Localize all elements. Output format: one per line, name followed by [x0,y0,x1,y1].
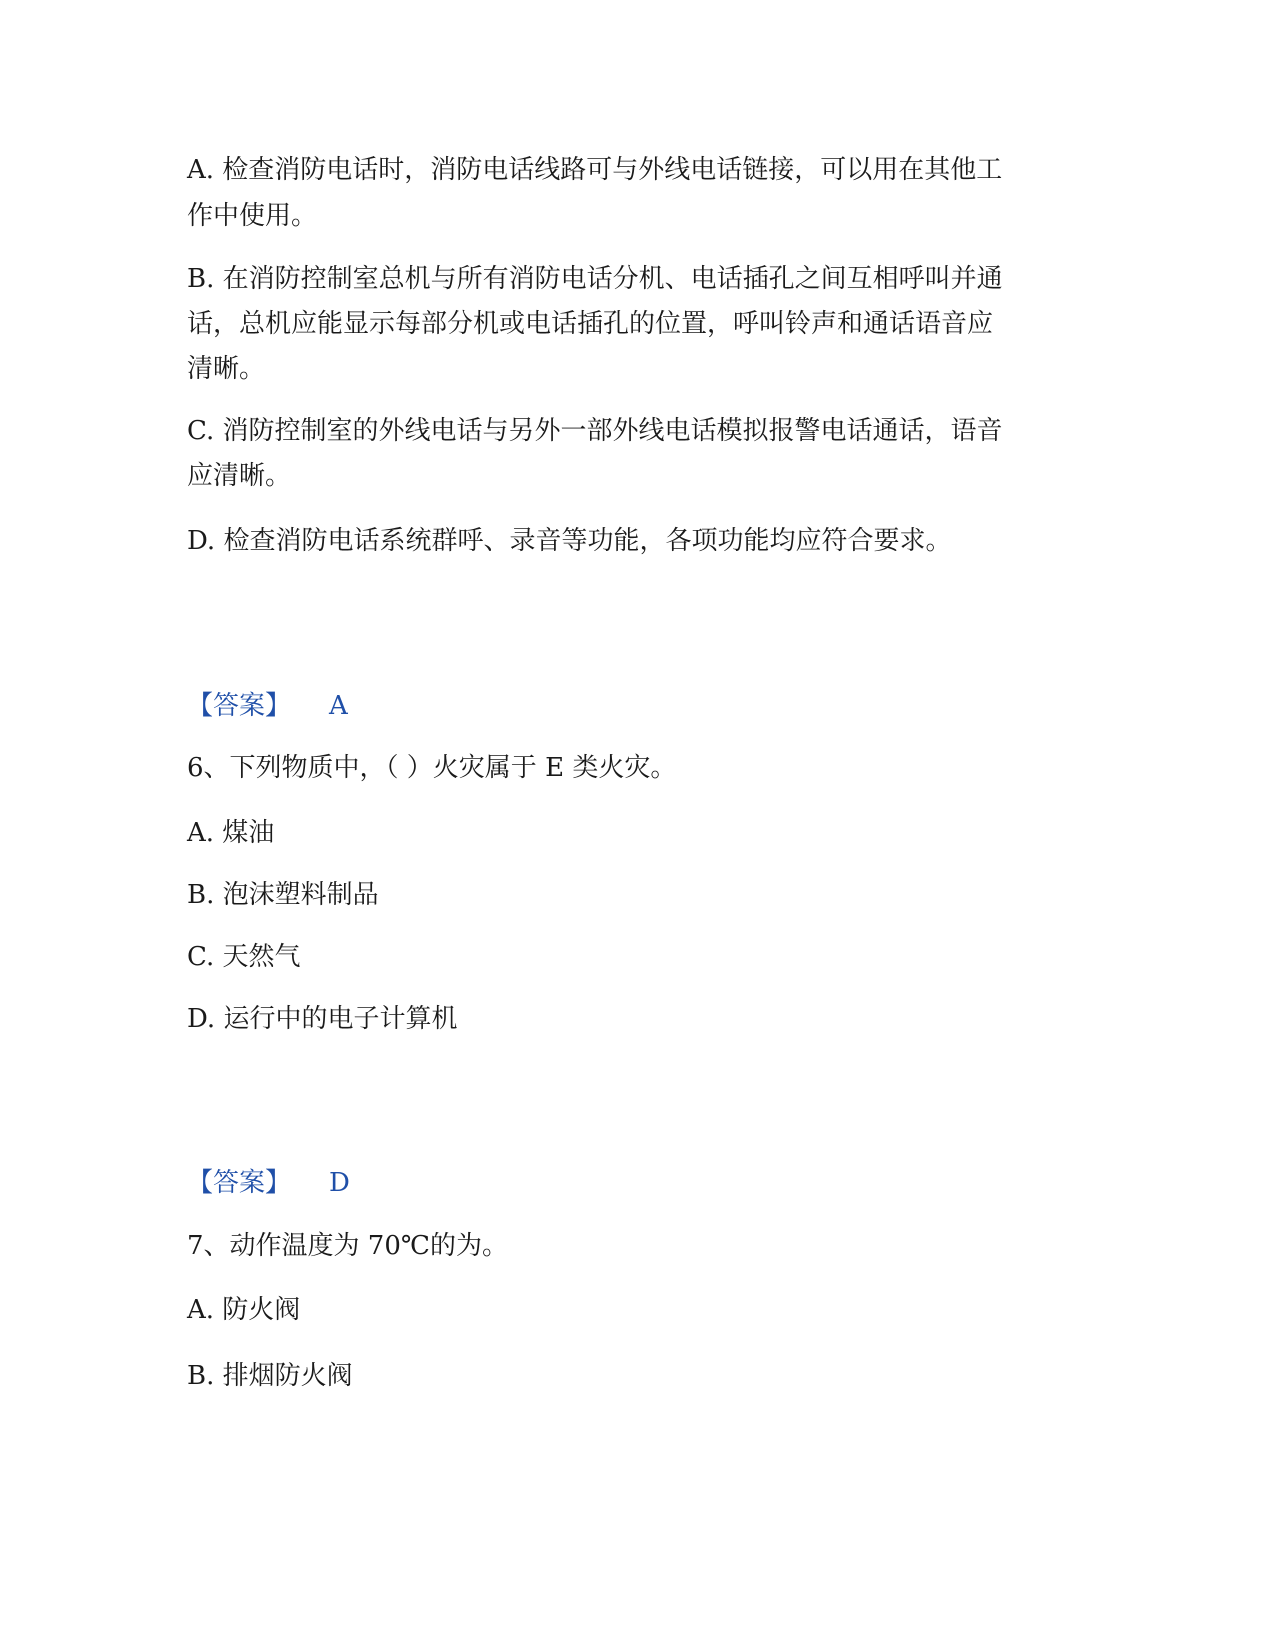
answer-label: 【答案】 [187,1168,292,1198]
q6-option-b: B. 泡沫塑料制品 [187,880,379,910]
option-b-line-1: B. 在消防控制室总机与所有消防电话分机、电话插孔之间互相呼叫并通 [187,264,1003,294]
q6-option-c: C. 天然气 [187,942,301,972]
q7-option-b: B. 排烟防火阀 [187,1361,353,1391]
question-6: 6、下列物质中，（ ）火灾属于 E 类火灾。 [187,753,677,783]
answer-5 [187,683,1087,729]
option-c-line-1: C. 消防控制室的外线电话与另外一部外线电话模拟报警电话通话，语音 [187,416,1003,446]
option-d-line-1: D. 检查消防电话系统群呼、录音等功能，各项功能均应符合要求。 [187,526,952,556]
option-b-line-3: 清晰。 [187,354,266,384]
option-a-line-1: A. 检查消防电话时，消防电话线路可与外线电话链接，可以用在其他工 [187,155,1003,185]
answer-6 [187,1160,1087,1206]
q7-option-a: A. 防火阀 [187,1295,301,1325]
answer-value: D [329,1168,350,1198]
answer-value: A [329,691,348,721]
answer-label: 【答案】 [187,691,292,721]
option-b-line-2: 话，总机应能显示每部分机或电话插孔的位置，呼叫铃声和通话语音应 [187,309,994,339]
option-c-line-2: 应清晰。 [187,461,292,491]
question-7: 7、动作温度为 70℃的为。 [187,1231,508,1261]
q6-option-a: A. 煤油 [187,818,275,848]
option-a-line-2: 作中使用。 [187,201,318,231]
q6-option-d: D. 运行中的电子计算机 [187,1004,458,1034]
